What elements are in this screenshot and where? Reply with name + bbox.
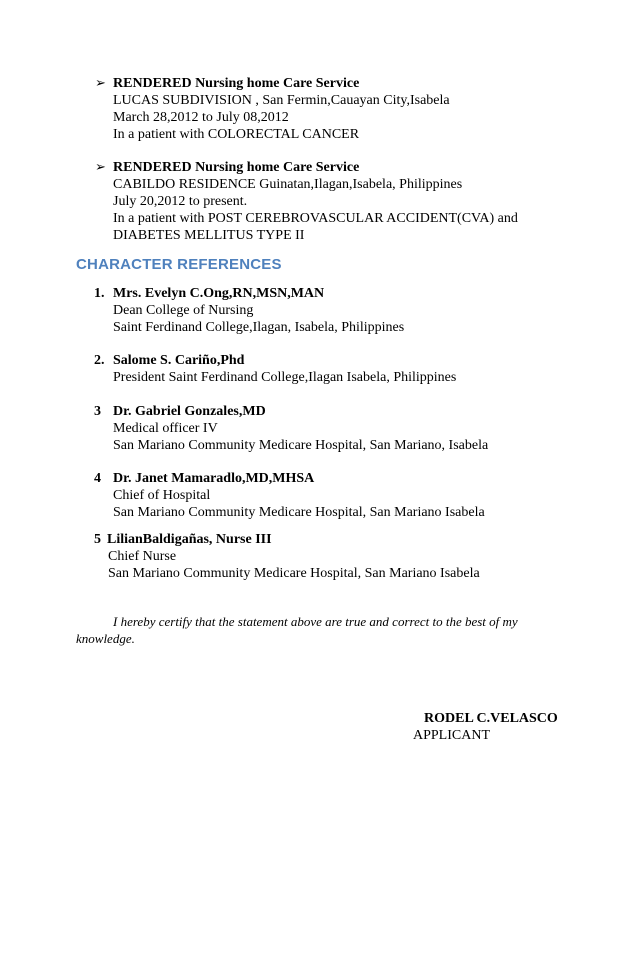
certification-statement-continued: knowledge. (76, 631, 135, 646)
reference-number: 3 (94, 404, 101, 419)
reference-name: LilianBaldigañas, Nurse III (107, 532, 272, 547)
experience-dates: July 20,2012 to present. (113, 194, 248, 209)
reference-name: Dr. Janet Mamaradlo,MD,MHSA (113, 471, 315, 486)
reference-position: President Saint Ferdinand College,Ilagan Isabela, Philippines (113, 370, 457, 385)
experience-location: LUCAS SUBDIVISION , San Fermin,Cauayan City,Isabela (113, 93, 450, 108)
reference-number: 4 (94, 471, 101, 486)
section-heading-character-references: CHARACTER REFERENCES (76, 256, 282, 273)
reference-number: 5 (94, 532, 101, 547)
reference-number: 1. (94, 286, 105, 301)
reference-number: 2. (94, 353, 105, 368)
reference-position: Medical officer IV (113, 421, 218, 436)
reference-position: Chief of Hospital (113, 488, 211, 503)
reference-institution: San Mariano Community Medicare Hospital, San Mariano Isabela (113, 505, 485, 520)
experience-patient-continued: DIABETES MELLITUS TYPE II (113, 228, 305, 243)
experience-patient: In a patient with POST CEREBROVASCULAR ACCIDENT(CVA) and (113, 211, 518, 226)
applicant-label: APPLICANT (413, 728, 491, 743)
arrow-bullet-icon: ➢ (95, 160, 106, 175)
reference-name: Dr. Gabriel Gonzales,MD (113, 404, 266, 419)
reference-institution: San Mariano Community Medicare Hospital, San Mariano, Isabela (113, 438, 489, 453)
reference-institution: San Mariano Community Medicare Hospital, San Mariano Isabela (108, 566, 480, 581)
applicant-name: RODEL C.VELASCO (424, 711, 558, 726)
reference-position: Dean College of Nursing (113, 303, 254, 318)
experience-location: CABILDO RESIDENCE Guinatan,Ilagan,Isabela, Philippines (113, 177, 463, 192)
reference-name: Salome S. Cariño,Phd (113, 353, 245, 368)
reference-institution: Saint Ferdinand College,Ilagan, Isabela, Philippines (113, 320, 405, 335)
arrow-bullet-icon: ➢ (95, 76, 106, 91)
experience-title: RENDERED Nursing home Care Service (113, 160, 360, 175)
certification-statement: I hereby certify that the statement above are true and correct to the best of my (113, 614, 518, 629)
reference-name: Mrs. Evelyn C.Ong,RN,MSN,MAN (113, 286, 325, 301)
reference-position: Chief Nurse (108, 549, 177, 564)
experience-title: RENDERED Nursing home Care Service (113, 76, 360, 91)
experience-patient: In a patient with COLORECTAL CANCER (113, 127, 360, 142)
experience-dates: March 28,2012 to July 08,2012 (113, 110, 289, 125)
